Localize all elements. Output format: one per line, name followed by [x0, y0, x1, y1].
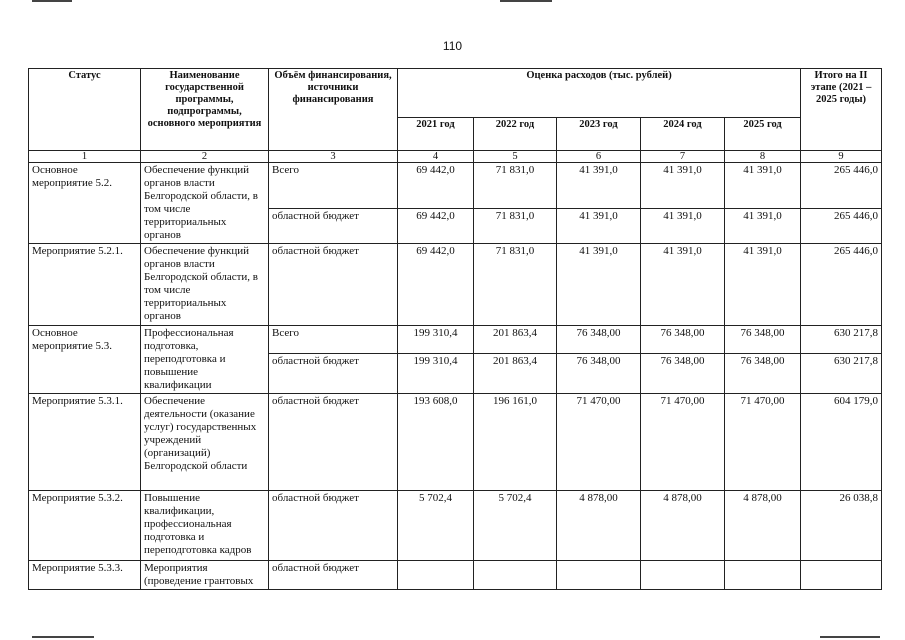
row-value: 69 442,0 — [398, 244, 474, 326]
row-value: 69 442,0 — [398, 209, 474, 244]
row-value: 71 470,00 — [641, 394, 725, 491]
row-value: 5 702,4 — [474, 491, 557, 561]
table-row — [29, 244, 882, 326]
row-name: Обеспечение функций органов власти Белгородской области, в том числе территориальных органов — [141, 163, 269, 244]
row-value: 199 310,4 — [398, 353, 474, 393]
header-status: Статус — [29, 69, 141, 151]
column-number: 4 — [398, 151, 474, 163]
row-source: Всего — [269, 163, 398, 209]
row-value — [557, 561, 641, 590]
row-value — [398, 561, 474, 590]
row-value: 76 348,00 — [641, 353, 725, 393]
header-funding: Объём финансирования, источники финансирования — [269, 69, 398, 151]
row-value: 193 608,0 — [398, 394, 474, 491]
row-total: 265 446,0 — [801, 244, 882, 326]
header-total: Итого на II этапе (2021 – 2025 годы) — [801, 69, 882, 151]
column-number: 3 — [269, 151, 398, 163]
row-value: 76 348,00 — [725, 326, 801, 354]
table-row — [29, 326, 882, 354]
row-value — [641, 561, 725, 590]
row-status: Мероприятие 5.3.3. — [29, 561, 141, 590]
header-year: 2021 год — [398, 118, 474, 151]
row-value: 76 348,00 — [641, 326, 725, 354]
row-source: областной бюджет — [269, 394, 398, 491]
column-number: 6 — [557, 151, 641, 163]
row-value: 41 391,0 — [641, 209, 725, 244]
column-number: 5 — [474, 151, 557, 163]
row-value: 41 391,0 — [641, 244, 725, 326]
column-number: 8 — [725, 151, 801, 163]
row-status: Мероприятие 5.2.1. — [29, 244, 141, 326]
header-year: 2023 год — [557, 118, 641, 151]
row-value: 41 391,0 — [641, 163, 725, 209]
row-value — [725, 561, 801, 590]
row-value: 4 878,00 — [557, 491, 641, 561]
row-total: 265 446,0 — [801, 209, 882, 244]
scan-edge-top-left — [32, 0, 72, 2]
header-costs: Оценка расходов (тыс. рублей) — [398, 69, 801, 118]
row-total: 265 446,0 — [801, 163, 882, 209]
table-row — [29, 491, 882, 561]
row-value: 4 878,00 — [725, 491, 801, 561]
row-value: 69 442,0 — [398, 163, 474, 209]
row-value: 41 391,0 — [725, 209, 801, 244]
budget-table — [28, 68, 882, 590]
row-total: 630 217,8 — [801, 326, 882, 354]
row-status: Мероприятие 5.3.2. — [29, 491, 141, 561]
column-number: 2 — [141, 151, 269, 163]
row-value: 41 391,0 — [557, 244, 641, 326]
column-number-row — [29, 151, 882, 163]
row-status: Основное мероприятие 5.2. — [29, 163, 141, 244]
row-value: 71 470,00 — [725, 394, 801, 491]
column-number: 1 — [29, 151, 141, 163]
row-value: 41 391,0 — [725, 244, 801, 326]
row-status: Мероприятие 5.3.1. — [29, 394, 141, 491]
row-name: Профессиональная подготовка, переподготовка и повышение квалификации — [141, 326, 269, 394]
row-status: Основное мероприятие 5.3. — [29, 326, 141, 394]
table-row — [29, 561, 882, 590]
row-name: Повышение квалификации, профессиональная подготовка и переподготовка кадров — [141, 491, 269, 561]
page-number: 110 — [442, 39, 463, 53]
row-source: областной бюджет — [269, 561, 398, 590]
scan-edge-top-right — [500, 0, 552, 2]
header-year: 2025 год — [725, 118, 801, 151]
row-total: 604 179,0 — [801, 394, 882, 491]
scan-edge-bottom-left — [32, 636, 94, 638]
row-value: 76 348,00 — [557, 326, 641, 354]
header-row-main — [29, 69, 882, 118]
row-value: 201 863,4 — [474, 326, 557, 354]
row-value — [474, 561, 557, 590]
header-year: 2024 год — [641, 118, 725, 151]
row-value: 41 391,0 — [557, 209, 641, 244]
row-value: 5 702,4 — [398, 491, 474, 561]
row-value: 4 878,00 — [641, 491, 725, 561]
table-row — [29, 163, 882, 209]
row-source: областной бюджет — [269, 244, 398, 326]
row-source: областной бюджет — [269, 491, 398, 561]
row-value: 41 391,0 — [725, 163, 801, 209]
row-value: 71 831,0 — [474, 163, 557, 209]
column-number: 9 — [801, 151, 882, 163]
row-total — [801, 561, 882, 590]
row-value: 196 161,0 — [474, 394, 557, 491]
row-name: Обеспечение функций органов власти Белгородской области, в том числе территориальных органов — [141, 244, 269, 326]
row-total: 26 038,8 — [801, 491, 882, 561]
row-name: Обеспечение деятельности (оказание услуг) государственных учреждений (организаций) Белгородской области — [141, 394, 269, 491]
row-total: 630 217,8 — [801, 353, 882, 393]
row-value: 201 863,4 — [474, 353, 557, 393]
header-name: Наименование государственной программы, подпрограммы, основного мероприятия — [141, 69, 269, 151]
row-value: 71 470,00 — [557, 394, 641, 491]
header-year: 2022 год — [474, 118, 557, 151]
row-source: Всего — [269, 326, 398, 354]
row-value: 41 391,0 — [557, 163, 641, 209]
row-value: 199 310,4 — [398, 326, 474, 354]
row-name: Мероприятия (проведение грантовых — [141, 561, 269, 590]
row-source: областной бюджет — [269, 209, 398, 244]
table-row — [29, 394, 882, 491]
row-value: 71 831,0 — [474, 244, 557, 326]
row-source: областной бюджет — [269, 353, 398, 393]
row-value: 76 348,00 — [725, 353, 801, 393]
row-value: 76 348,00 — [557, 353, 641, 393]
row-value: 71 831,0 — [474, 209, 557, 244]
column-number: 7 — [641, 151, 725, 163]
scan-edge-bottom-right — [820, 636, 880, 638]
